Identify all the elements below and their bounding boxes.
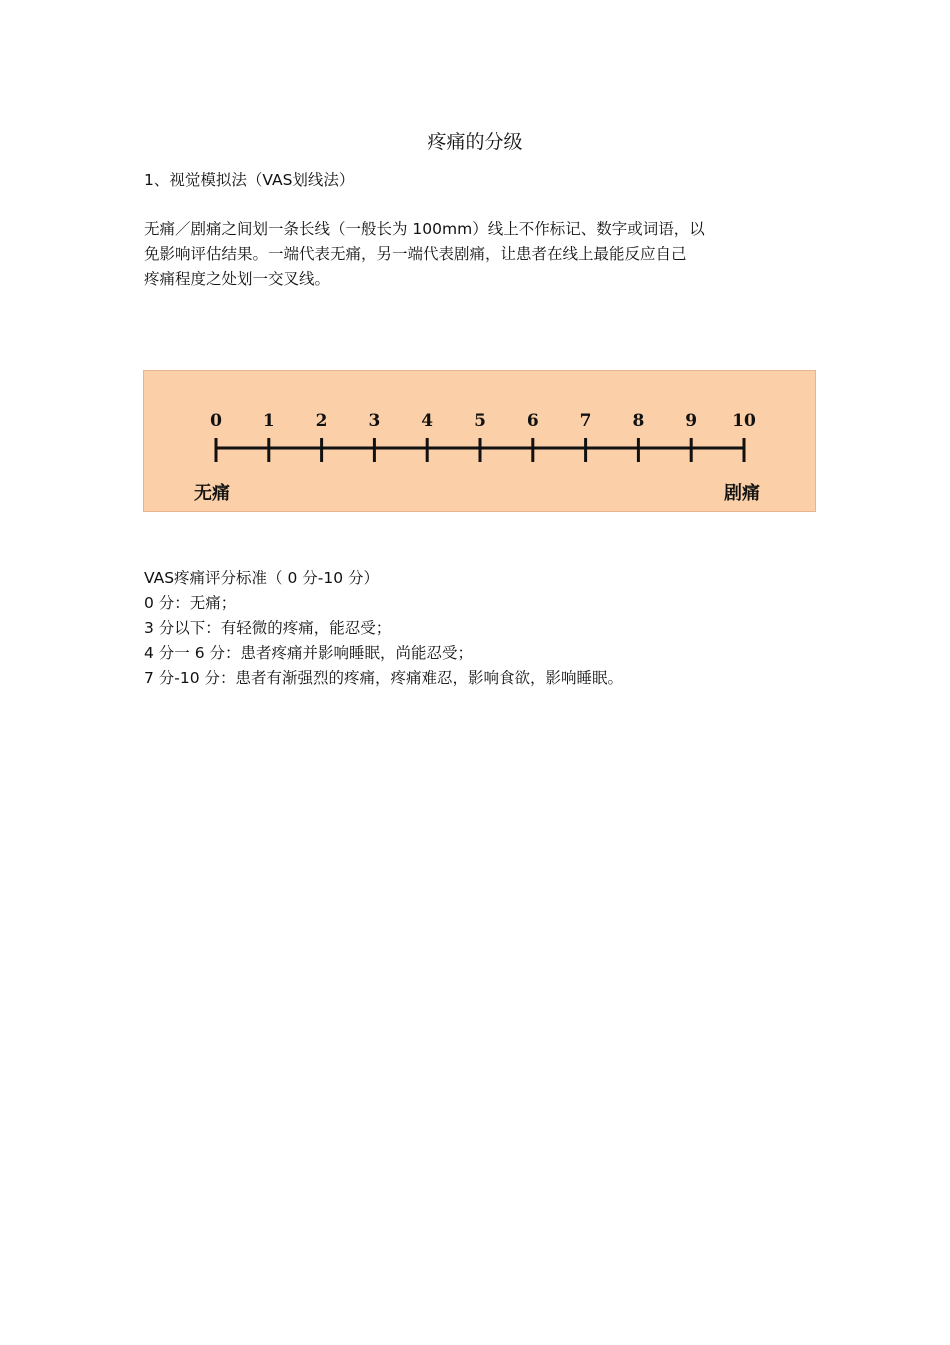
vas-tick-label: 5: [474, 411, 486, 431]
criteria-line: 0 分：无痛；: [144, 594, 237, 612]
vas-tick-label: 3: [368, 411, 381, 431]
vas-tick-label: 6: [526, 411, 539, 431]
paragraph-line: 疼痛程度之处划一交叉线。: [144, 270, 331, 288]
vas-criteria: [144, 566, 804, 691]
description-paragraph: [144, 217, 804, 292]
vas-ticks: [210, 411, 756, 462]
criteria-heading: VAS疼痛评分标准（ 0 分-10 分）: [144, 569, 380, 587]
vas-scale-figure: [143, 370, 816, 512]
vas-tick-label: 1: [262, 411, 275, 431]
vas-tick-label: 4: [421, 411, 434, 431]
paragraph-line: 免影响评估结果。一端代表无痛，另一端代表剧痛，让患者在线上最能反应自己: [144, 245, 687, 263]
criteria-line: 3 分以下：有轻微的疼痛，能忍受；: [144, 619, 392, 637]
vas-tick-label: 0: [210, 411, 222, 431]
vas-right-label: 剧痛: [724, 483, 760, 504]
vas-tick-label: 10: [732, 411, 756, 431]
section-heading: 1、视觉模拟法（VAS划线法）: [144, 171, 355, 189]
vas-tick-label: 2: [315, 411, 328, 431]
vas-tick-label: 8: [632, 411, 645, 431]
vas-scale-graphic: [144, 371, 817, 513]
vas-tick-label: 9: [685, 411, 698, 431]
vas-tick-label: 7: [579, 411, 592, 431]
paragraph-line: 无痛／剧痛之间划一条长线（一般长为 100mm）线上不作标记、数字或词语，以: [144, 220, 705, 238]
criteria-line: 7 分-10 分：患者有渐强烈的疼痛，疼痛难忍，影响食欲，影响睡眠。: [144, 669, 624, 687]
vas-left-label: 无痛: [194, 483, 230, 504]
page-title: 疼痛的分级: [427, 131, 523, 153]
criteria-line: 4 分一 6 分：患者疼痛并影响睡眠，尚能忍受；: [144, 644, 474, 662]
